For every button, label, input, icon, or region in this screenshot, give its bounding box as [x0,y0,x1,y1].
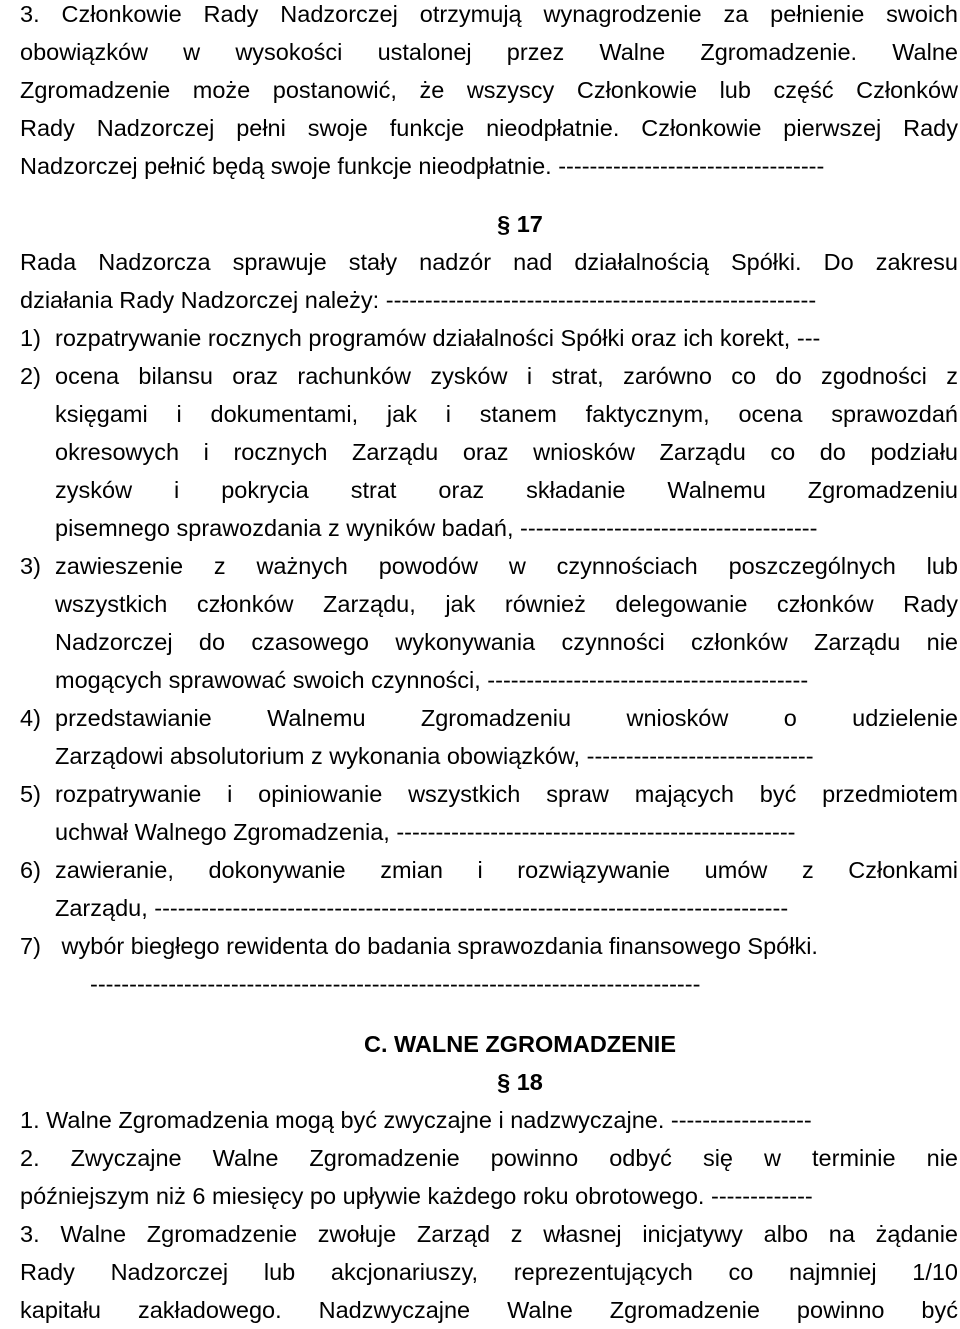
section-heading: C. WALNE ZGROMADZENIE [363,1031,677,1057]
text-line: późniejszym niż 6 miesięcy po upływie każdego roku obrotowego. ------------- [20,1183,813,1209]
list-item-line: ocena bilansu oraz rachunków zysków i strat, zarówno co do zgodności z [55,363,958,389]
list-item-line: Zarządu, --------------------------------------------------------------------------------- [55,895,789,921]
section-number-17: § 17 [497,211,543,237]
text-line: 3. Walne Zgromadzenie zwołuje Zarząd z własnej inicjatywy albo na żądanie [20,1221,958,1247]
text-line: 3. Członkowie Rady Nadzorczej otrzymują wynagrodzenie za pełnienie swoich [20,1,958,27]
list-item-line: Zarządowi absolutorium z wykonania obowiązków, ----------------------------- [55,743,814,769]
list-number: 6) [20,857,41,883]
list-number: 2) [20,363,41,389]
list-item-line: Nadzorczej do czasowego wykonywania czynności członków Zarządu nie [55,629,958,655]
list-item-line: okresowych i rocznych Zarządu oraz wniosków Zarządu co do podziału [55,439,958,465]
dash-line: ------------------------------------------------------------------------------ [90,971,701,997]
list-item-line: uchwał Walnego Zgromadzenia, --------------------------------------------------- [55,819,796,845]
text-line: Zgromadzenie może postanowić, że wszyscy Członkowie lub część Członków [20,77,958,103]
text-line: Rada Nadzorcza sprawuje stały nadzór nad działalnością Spółki. Do zakresu [20,249,958,275]
list-number: 3) [20,553,41,579]
list-item-line: wszystkich członków Zarządu, jak również delegowanie członków Rady [55,591,958,617]
list-item-line: przedstawianie Walnemu Zgromadzeniu wniosków o udzielenie [55,705,958,731]
list-number: 4) [20,705,41,731]
list-item-line: wybór biegłego rewidenta do badania sprawozdania finansowego Spółki. [55,933,818,959]
list-item-line: mogących sprawować swoich czynności, ----------------------------------------- [55,667,809,693]
text-line: Rady Nadzorczej lub akcjonariuszy, reprezentujących co najmniej 1/10 [20,1259,958,1285]
text-line: Rady Nadzorczej pełni swoje funkcje nieodpłatnie. Członkowie pierwszej Rady [20,115,958,141]
list-item-line: zawieszenie z ważnych powodów w czynnościach poszczególnych lub [55,553,958,579]
list-item-line: księgami i dokumentami, jak i stanem faktycznym, ocena sprawozdań [55,401,958,427]
list-item-line: rozpatrywanie i opiniowanie wszystkich spraw mających być przedmiotem [55,781,958,807]
list-number: 5) [20,781,41,807]
list-item-line: pisemnego sprawozdania z wyników badań, -------------------------------------- [55,515,818,541]
text-line: 2. Zwyczajne Walne Zgromadzenie powinno odbyć się w terminie nie [20,1145,958,1171]
text-line: kapitału zakładowego. Nadzwyczajne Walne Zgromadzenie powinno być [20,1297,958,1323]
list-number: 1) [20,325,41,351]
list-item-line: zawieranie, dokonywanie zmian i rozwiązywanie umów z Członkami [55,857,958,883]
text-line: 1. Walne Zgromadzenia mogą być zwyczajne i nadzwyczajne. ------------------ [20,1107,812,1133]
text-line: Nadzorczej pełnić będą swoje funkcje nieodpłatnie. ---------------------------------- [20,153,825,179]
text-line: obowiązków w wysokości ustalonej przez Walne Zgromadzenie. Walne [20,39,958,65]
list-item-line: zysków i pokrycia strat oraz składanie Walnemu Zgromadzeniu [55,477,958,503]
list-item-line: rozpatrywanie rocznych programów działalności Spółki oraz ich korekt, --- [55,325,821,351]
section-number-18: § 18 [497,1069,543,1095]
list-number: 7) [20,933,41,959]
text-line: działania Rady Nadzorczej należy: ------------------------------------------------------- [20,287,817,313]
